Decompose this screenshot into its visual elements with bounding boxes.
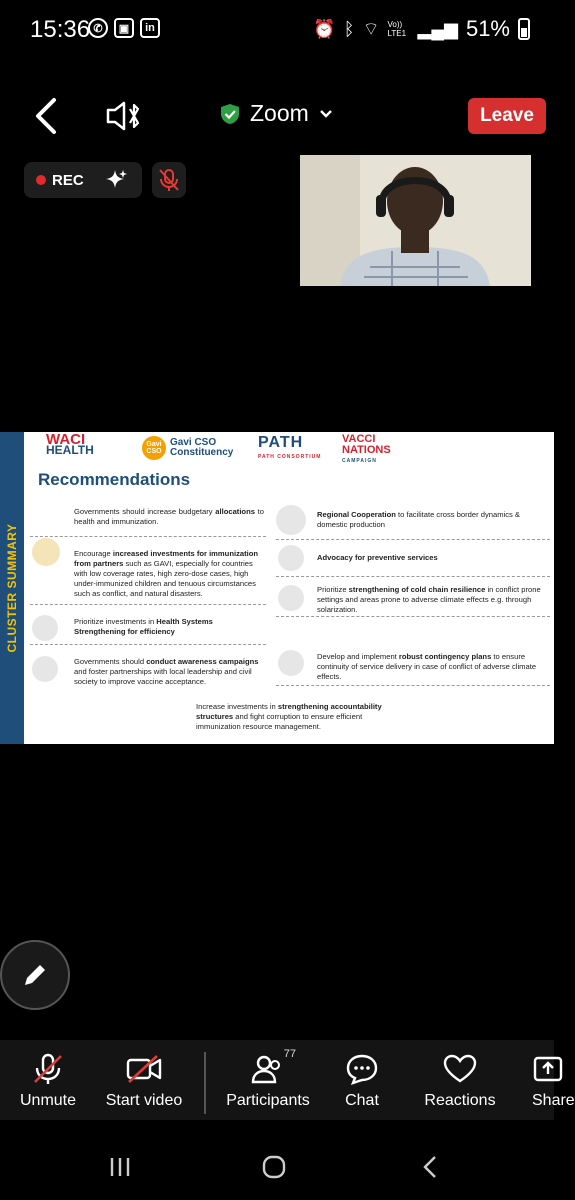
rec-text: Prioritize bbox=[317, 585, 349, 594]
linkedin-icon: in bbox=[140, 18, 160, 38]
rec-bold: conduct awareness campaigns bbox=[146, 657, 259, 666]
divider bbox=[276, 576, 550, 577]
notification-icons bbox=[88, 18, 160, 38]
recommendation-investment bbox=[74, 549, 264, 599]
status-bar bbox=[0, 0, 554, 60]
rec-bold: allocations bbox=[215, 507, 255, 516]
divider bbox=[30, 644, 266, 645]
divider bbox=[30, 604, 266, 605]
rec-bold: strengthening of cold chain resilience bbox=[348, 585, 486, 594]
system-nav-bar bbox=[0, 1130, 554, 1200]
unmute-button[interactable] bbox=[20, 1052, 76, 1110]
document-icon bbox=[278, 650, 304, 676]
money-hand-icon bbox=[32, 538, 60, 566]
rec-text: and fight corruption to ensure efficient immunization resource management. bbox=[196, 712, 363, 731]
health-logo-text: HEALTH bbox=[46, 443, 94, 457]
meeting-top-bar bbox=[0, 86, 554, 146]
leave-button[interactable]: Leave bbox=[468, 98, 546, 134]
participants-icon bbox=[248, 1048, 296, 1086]
pencil-icon bbox=[21, 961, 49, 989]
divider bbox=[276, 539, 550, 540]
rec-text: and foster partnerships with local leadership and civil society to improve vaccine acceptance. bbox=[74, 667, 252, 686]
chat-button[interactable] bbox=[342, 1052, 382, 1110]
recommendation-budget bbox=[74, 507, 264, 527]
rec-bold: Health Systems Strengthening for efficiency bbox=[74, 617, 213, 636]
path-logo-sub: PATH CONSORTIUM bbox=[258, 454, 322, 460]
slide-sidebar bbox=[0, 432, 24, 744]
medical-cross-icon bbox=[278, 545, 304, 571]
rec-bold: increased investments for immunization from partners bbox=[74, 549, 259, 568]
recent-apps-button[interactable] bbox=[100, 1150, 140, 1184]
divider bbox=[30, 536, 266, 537]
ai-companion-button[interactable] bbox=[90, 168, 142, 192]
home-button[interactable] bbox=[254, 1150, 294, 1184]
africa-map-icon bbox=[276, 505, 306, 535]
status-right bbox=[313, 16, 530, 42]
chevron-left-icon bbox=[30, 96, 64, 136]
back-arrow-icon bbox=[421, 1155, 439, 1179]
chat-label: Chat bbox=[345, 1092, 379, 1109]
wifi-icon: ⌔ bbox=[362, 18, 380, 39]
gavi-logo-line1: Gavi CSO bbox=[170, 437, 217, 448]
alarm-icon: ⏰ bbox=[313, 18, 336, 39]
truck-icon bbox=[278, 585, 304, 611]
meeting-toolbar bbox=[0, 1040, 575, 1120]
signal-icon: ▂▄▆ bbox=[417, 18, 458, 39]
rec-bold: robust contingency plans bbox=[398, 652, 492, 661]
gallery-icon: ▣ bbox=[114, 18, 134, 38]
mic-muted-icon bbox=[158, 168, 180, 192]
bluetooth-icon: ᛒ bbox=[343, 18, 355, 39]
home-icon bbox=[261, 1154, 287, 1180]
system-back-button[interactable] bbox=[410, 1150, 450, 1184]
participant-video-frame bbox=[300, 155, 531, 286]
participant-video[interactable] bbox=[300, 155, 531, 286]
recommendation-awareness bbox=[74, 657, 264, 687]
rec-text: Governments should bbox=[74, 657, 147, 666]
shield-check-icon bbox=[220, 103, 240, 125]
speaker-bluetooth-icon bbox=[104, 98, 144, 134]
start-video-button[interactable] bbox=[104, 1052, 184, 1110]
gavi-logo-text bbox=[170, 438, 233, 458]
lte-label: Vo)) LTE1 bbox=[387, 20, 407, 38]
shared-screen[interactable] bbox=[0, 432, 554, 744]
compass-icon bbox=[32, 656, 58, 682]
sparkle-icon bbox=[104, 168, 128, 192]
share-label: Share bbox=[532, 1092, 575, 1109]
meeting-title-dropdown[interactable] bbox=[220, 100, 333, 127]
recent-apps-icon bbox=[108, 1156, 132, 1178]
rec-bold: Advocacy for preventive services bbox=[317, 553, 438, 562]
audio-output-button[interactable] bbox=[104, 98, 144, 134]
gavi-badge: Gavi CSO bbox=[142, 436, 166, 460]
recommendation-contingency bbox=[317, 652, 542, 682]
recommendation-regional bbox=[317, 510, 542, 530]
vacci-logo-line3: CAMPAIGN bbox=[342, 458, 377, 464]
gavi-logo-line2: Constituency bbox=[170, 447, 234, 458]
reactions-button[interactable] bbox=[420, 1052, 500, 1110]
self-mic-status[interactable] bbox=[152, 162, 186, 198]
vacci-logo-line2: NATIONS bbox=[342, 444, 391, 456]
recording-controls bbox=[24, 162, 142, 198]
recommendation-hss bbox=[74, 617, 264, 637]
partner-logos bbox=[40, 431, 540, 468]
meeting-title: Zoom bbox=[250, 100, 309, 126]
rec-text: Encourage bbox=[74, 549, 113, 558]
rec-text: to health and immunization. bbox=[74, 507, 264, 526]
scales-icon bbox=[150, 698, 176, 724]
rec-text: to ensure continuity of service delivery in case of conflict of adverse climate effects. bbox=[317, 652, 537, 681]
path-logo bbox=[258, 436, 321, 464]
chevron-down-icon bbox=[319, 109, 333, 119]
participants-label: Participants bbox=[226, 1092, 310, 1109]
rec-bold: Regional Cooperation bbox=[317, 510, 396, 519]
rec-text: to facilitate cross border dynamics & domestic production bbox=[317, 510, 520, 529]
rec-text: Prioritize investments in bbox=[74, 617, 157, 626]
annotate-button[interactable] bbox=[0, 940, 70, 1010]
divider bbox=[276, 616, 550, 617]
participants-count: 77 bbox=[283, 1048, 296, 1060]
whatsapp-icon: ✆ bbox=[88, 18, 108, 38]
slide-title: Recommendations bbox=[38, 470, 191, 489]
mic-muted-icon bbox=[28, 1052, 68, 1086]
reactions-label: Reactions bbox=[424, 1092, 496, 1109]
gavi-cso-logo bbox=[142, 436, 233, 460]
record-dot-icon bbox=[36, 175, 46, 185]
back-button[interactable] bbox=[30, 96, 64, 136]
path-logo-text: PATH bbox=[258, 434, 304, 451]
rec-text: Governments should increase budgetary bbox=[74, 507, 216, 516]
waci-logo-text: WACI bbox=[46, 431, 86, 448]
start-video-label: Start video bbox=[105, 1092, 183, 1109]
rec-bold: strengthening accountability structures bbox=[196, 702, 382, 721]
umbrella-icon bbox=[32, 615, 58, 641]
recording-indicator[interactable] bbox=[24, 172, 90, 189]
battery-icon bbox=[518, 18, 530, 40]
video-off-icon bbox=[124, 1052, 164, 1086]
rec-text: Develop and implement bbox=[317, 652, 399, 661]
toolbar-separator bbox=[204, 1052, 206, 1114]
recommendation-advocacy bbox=[317, 553, 542, 563]
waci-health-logo bbox=[46, 431, 94, 457]
share-button[interactable] bbox=[532, 1052, 575, 1110]
battery-percent: 51% bbox=[465, 16, 510, 41]
share-screen-icon bbox=[532, 1052, 554, 1086]
recommendation-cold-chain bbox=[317, 585, 542, 615]
rec-label: REC bbox=[52, 171, 84, 189]
vaccinations-logo bbox=[342, 434, 391, 467]
divider bbox=[276, 685, 550, 686]
participants-button[interactable] bbox=[224, 1048, 312, 1110]
unmute-label: Unmute bbox=[19, 1092, 77, 1109]
rec-text: in conflict prone settings and areas prone to adverse climate effects e.g. through solarization. bbox=[317, 585, 541, 614]
rec-text: such as GAVI, especially for countries with low coverage rates, high zero-dose cases, high under-immunized children and tenuous circumstances such as conflict, and natural disasters. bbox=[74, 559, 256, 598]
chat-icon bbox=[342, 1052, 382, 1086]
rec-text: Increase investments in bbox=[196, 702, 278, 711]
heart-icon bbox=[440, 1052, 480, 1086]
cluster-summary-label: CLUSTER SUMMARY bbox=[5, 523, 19, 653]
recommendation-accountability bbox=[196, 702, 390, 732]
vacci-logo-line1: VACCI bbox=[342, 433, 376, 445]
status-time: 15:36 bbox=[30, 16, 91, 43]
